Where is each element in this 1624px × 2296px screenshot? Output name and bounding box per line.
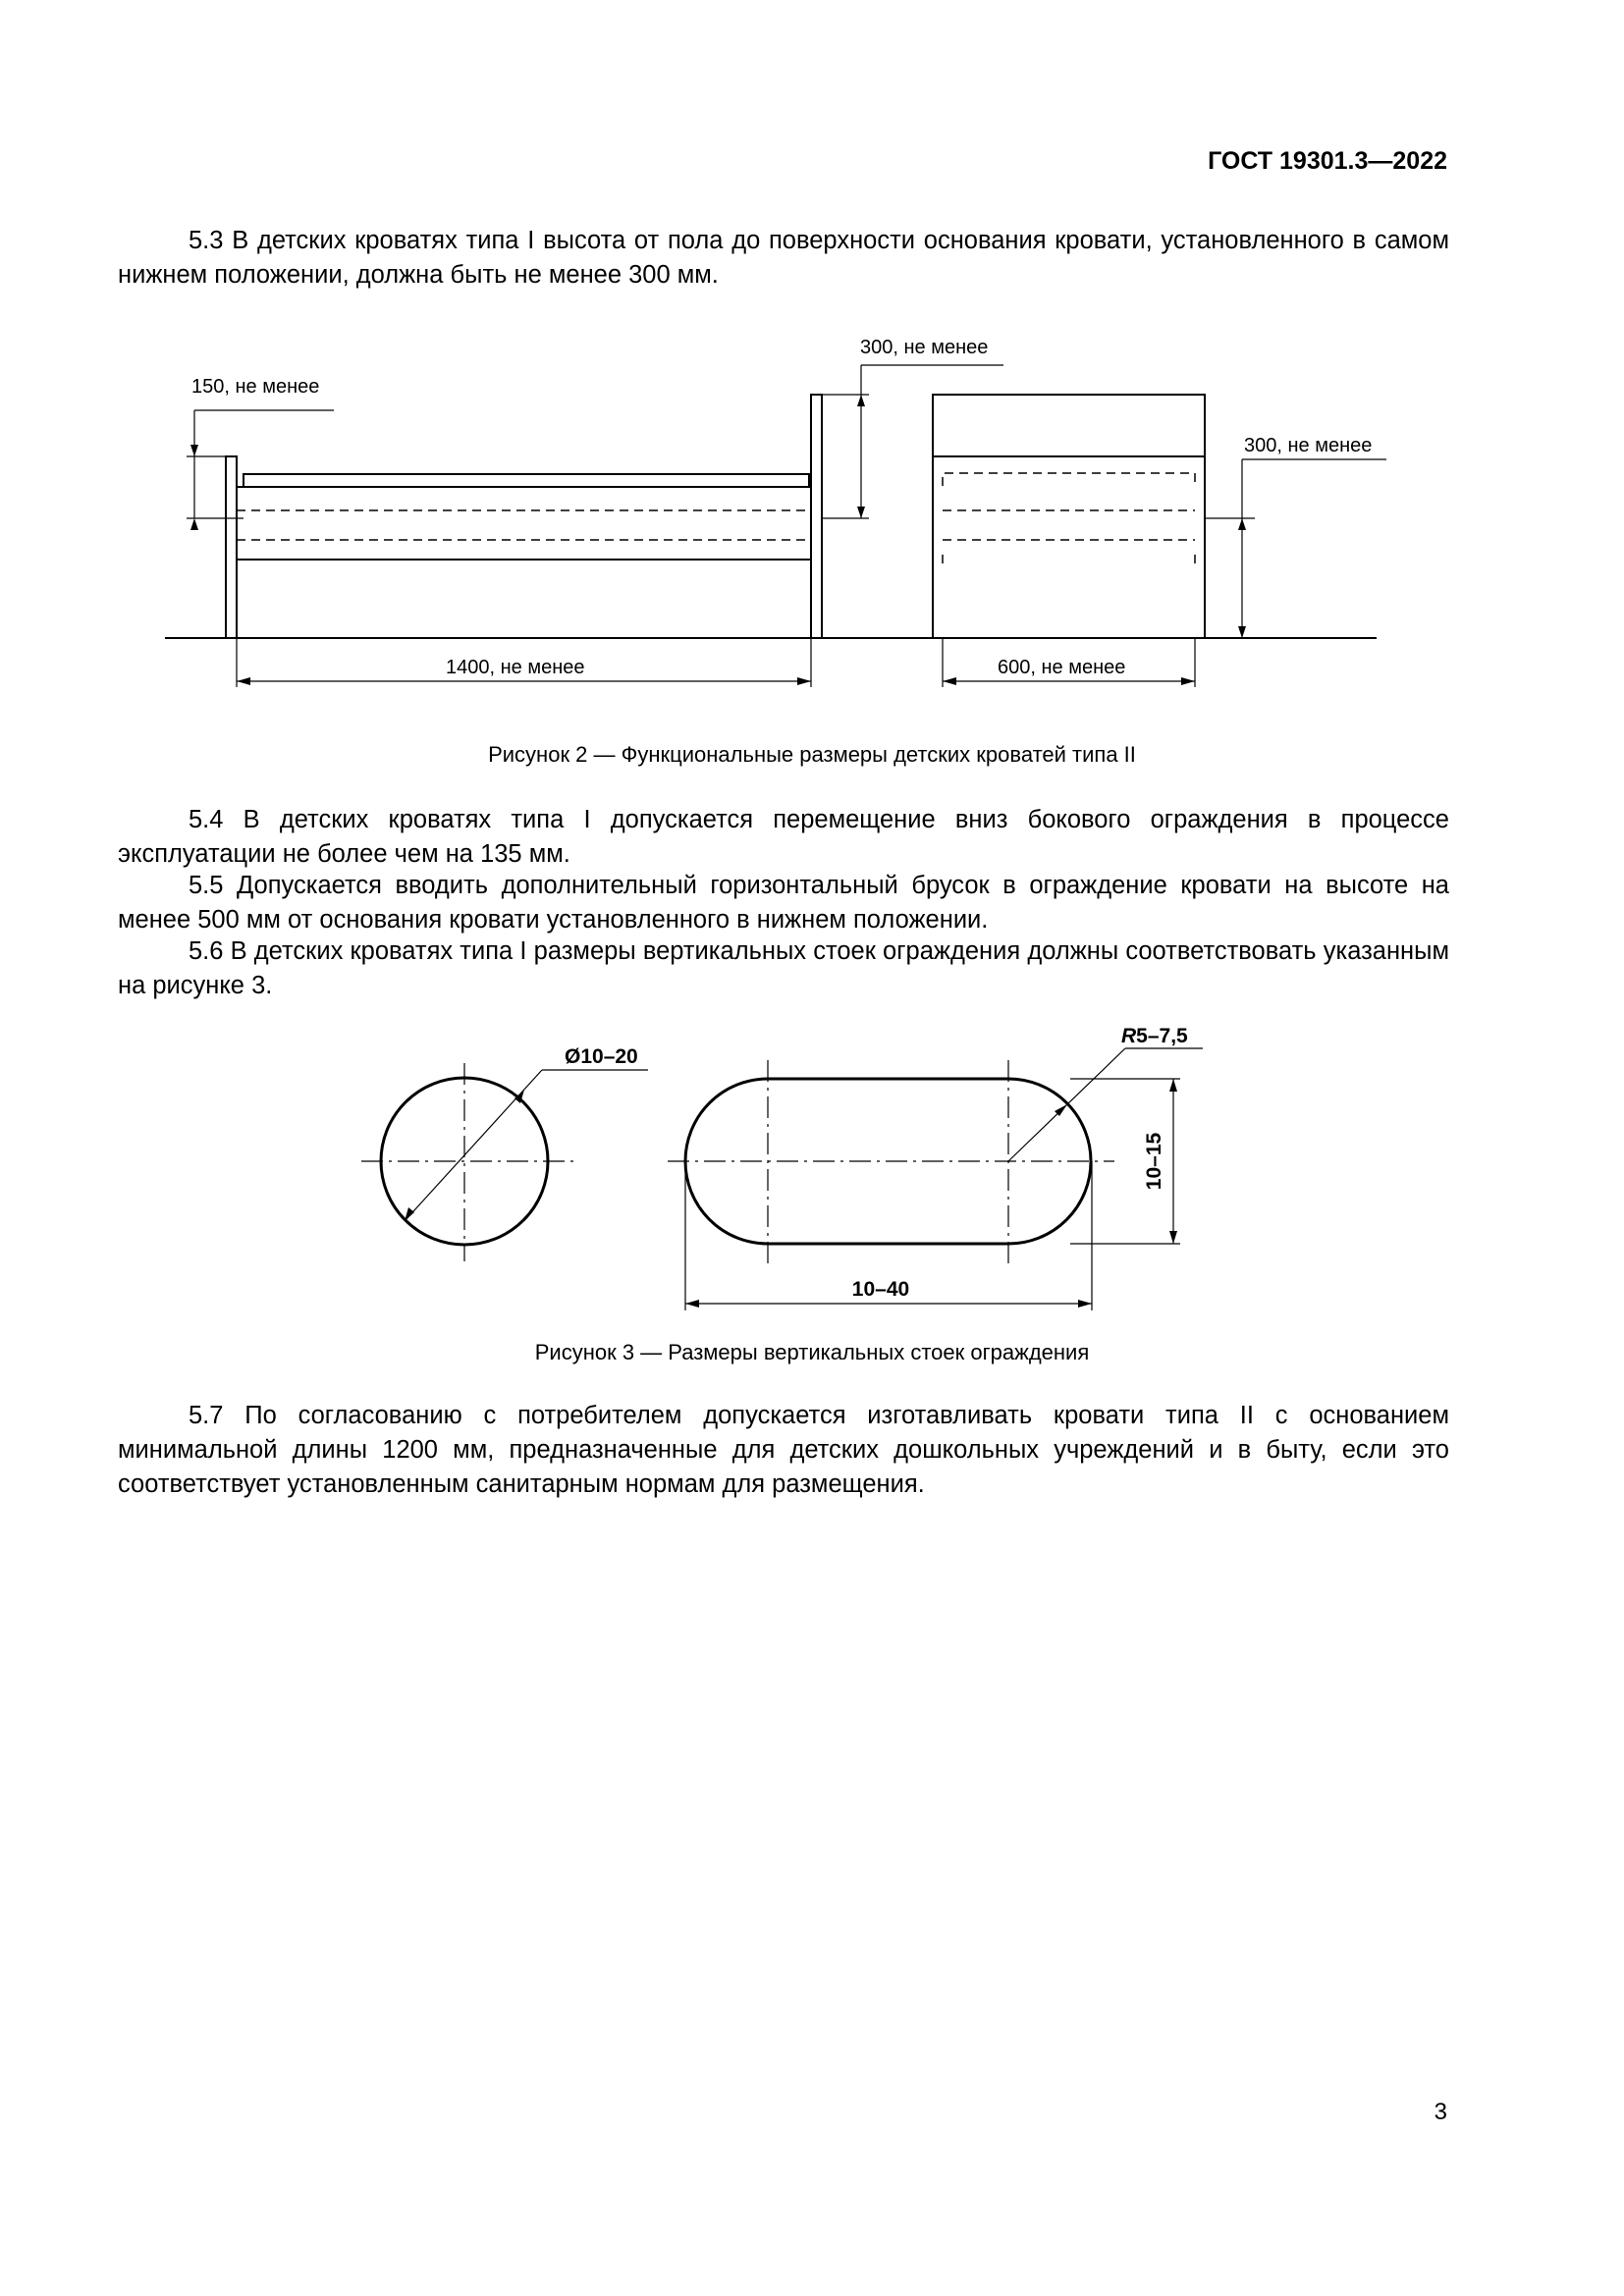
dim-width-label: 600, не менее (998, 657, 1126, 678)
dim-diameter-label: Ø10–20 (565, 1045, 638, 1068)
dim-headboard-label: 300, не менее (860, 337, 989, 358)
bed-end-view (933, 395, 1205, 638)
paragraph-5-4: 5.4 В детских кроватях типа I допускается перемещение вниз бокового ограждения в процессе эксплуатации не более чем на 135 мм. (118, 806, 1449, 868)
footboard-post (226, 456, 237, 638)
page-number: 3 (1434, 2099, 1447, 2125)
document-number: ГОСТ 19301.3—2022 (1208, 147, 1447, 175)
paragraph-5-7: 5.7 По согласованию с потребителем допускается изготавливать кровати типа II с основанием минимальной длины 1200 мм, предназначенные для детских дошкольных учреждений и в быту, если это соответствует установленным санитарным нормам для размещения. (118, 1402, 1449, 1498)
dim-radius-label: 5–7,5 (1136, 1025, 1188, 1047)
svg-text:R5–7,5 (1121, 1025, 1188, 1047)
dim-length-label: 1400, не менее (446, 657, 585, 678)
paragraph-5-3: 5.3 В детских кроватях типа I высота от пола до поверхности основания кровати, установленного в самом нижнем положении, должна быть не менее 300 мм. (118, 227, 1449, 289)
dim-length-label: 10–40 (851, 1278, 910, 1301)
figure-3-caption: Рисунок 3 — Размеры вертикальных стоек ограждения (534, 1340, 1090, 1364)
mattress-rail (244, 474, 809, 487)
dim-head-rail-label: 150, не менее (191, 376, 320, 398)
dim-radius-symbol: R (1121, 1025, 1137, 1047)
dim-height-label: 10–15 (1143, 1132, 1165, 1191)
figure-2-caption: Рисунок 2 — Функциональные размеры детских кроватей типа II (488, 742, 1136, 767)
dim-height-label: 300, не менее (1244, 435, 1373, 456)
headboard-post (811, 395, 822, 638)
paragraph-5-6: 5.6 В детских кроватях типа I размеры вертикальных стоек ограждения должны соответствовать указанным на рисунке 3. (118, 937, 1449, 999)
paragraph-5-5: 5.5 Допускается вводить дополнительный горизонтальный брусок в ограждение кровати на высоте на менее 500 мм от основания кровати установленного в нижнем положении. (118, 872, 1449, 934)
